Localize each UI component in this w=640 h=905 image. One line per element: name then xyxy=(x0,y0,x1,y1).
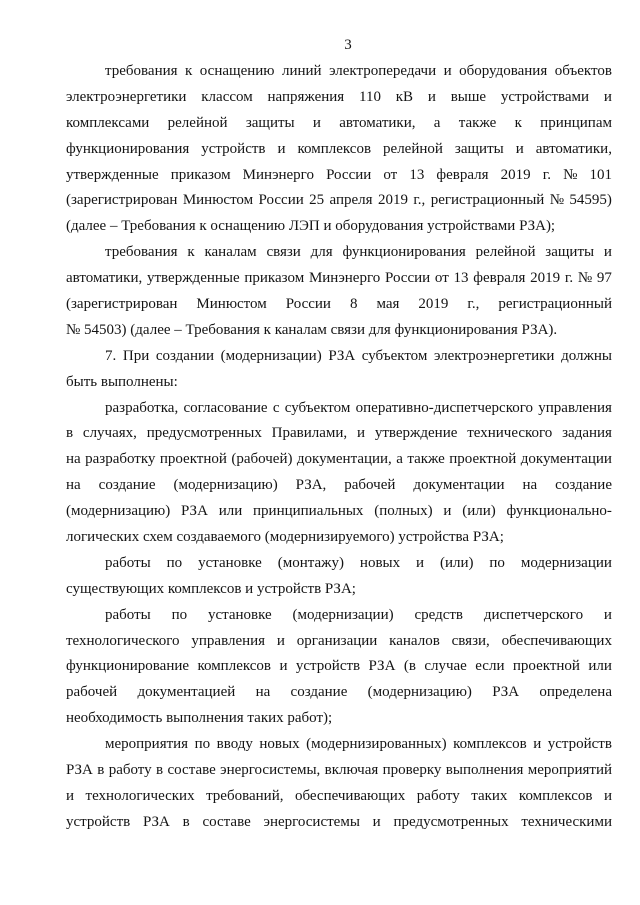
word: по xyxy=(489,554,505,571)
word: и xyxy=(372,813,381,830)
word: России xyxy=(285,296,331,313)
word: новых xyxy=(359,554,401,571)
word: апреля xyxy=(329,192,373,209)
word: 7. xyxy=(105,347,117,364)
word: и xyxy=(312,114,321,131)
word: классом xyxy=(201,88,253,105)
word: и xyxy=(277,140,286,157)
word: по xyxy=(171,606,188,623)
word: вводу xyxy=(216,736,253,753)
word: каналам xyxy=(204,244,257,261)
word: работы xyxy=(105,554,151,571)
text-line xyxy=(66,240,612,266)
document-body xyxy=(66,59,612,836)
word: (рабочей) xyxy=(231,451,293,468)
word: документации xyxy=(520,451,612,468)
word: устройств xyxy=(201,140,266,157)
word: 2019 xyxy=(377,192,408,209)
word: по xyxy=(194,736,211,753)
word: Минэнерго xyxy=(242,166,314,183)
word: случаях, xyxy=(82,425,137,442)
word: приказом xyxy=(244,270,305,287)
word: функционирование xyxy=(66,658,190,675)
text-line xyxy=(66,784,612,810)
word: проектной xyxy=(159,451,227,468)
word: связи xyxy=(266,244,301,261)
word: проверку xyxy=(382,762,442,779)
word: диспетчерского xyxy=(483,606,584,623)
word: кВ xyxy=(395,88,414,105)
word: таких xyxy=(471,787,508,804)
word: 2019 xyxy=(500,166,531,183)
word: При xyxy=(122,347,150,364)
word: оперативно-диспетчерского xyxy=(355,399,534,416)
word: утвержденные xyxy=(66,166,159,183)
word: обеспечивающих xyxy=(294,787,406,804)
word: документации xyxy=(413,477,505,494)
word: от xyxy=(383,166,398,183)
word: комплексов xyxy=(453,736,527,753)
word: (модернизации) xyxy=(220,347,322,364)
word: РЗА xyxy=(181,503,208,520)
word: технического xyxy=(467,425,553,442)
text-line xyxy=(66,654,612,680)
word: и xyxy=(603,88,612,105)
word: г. xyxy=(564,270,574,287)
word: каналов xyxy=(389,632,440,649)
text-line xyxy=(66,603,612,629)
word: автоматики, xyxy=(66,270,143,287)
word: устройств xyxy=(295,658,361,675)
word: 25 xyxy=(309,192,325,209)
word: к xyxy=(514,114,522,131)
word: России xyxy=(258,192,304,209)
word: в xyxy=(156,762,164,779)
word: задания xyxy=(562,425,612,442)
word: субъектом xyxy=(284,399,351,416)
word: (модернизированных) xyxy=(306,736,447,753)
page-number: 3 xyxy=(344,37,352,53)
text-line xyxy=(66,629,612,655)
paragraph xyxy=(66,59,612,240)
word: создание xyxy=(555,477,612,494)
word: России xyxy=(384,270,431,287)
word: РЗА xyxy=(492,684,520,701)
word: если xyxy=(475,658,505,675)
word: к xyxy=(185,63,193,79)
word: в xyxy=(66,425,74,442)
word: релейной xyxy=(383,140,443,157)
text-line xyxy=(66,732,612,758)
word: также xyxy=(458,114,497,131)
word: № xyxy=(563,166,578,183)
word: технологического xyxy=(66,632,180,649)
text-line xyxy=(66,447,612,473)
word: и xyxy=(356,425,365,442)
word: РЗА xyxy=(66,762,93,779)
word: на xyxy=(66,451,81,468)
word: регистрационный xyxy=(430,192,545,209)
word: функционально- xyxy=(506,503,612,520)
word: электроэнергетики xyxy=(434,347,555,364)
text-line xyxy=(66,551,612,577)
word: автоматики, xyxy=(535,140,612,157)
word: энергосистемы, xyxy=(220,762,321,779)
word: составе xyxy=(167,762,216,779)
word: на xyxy=(522,477,538,494)
text-line xyxy=(66,680,612,706)
text-line: существующих комплексов и устройств РЗА; xyxy=(66,580,356,597)
word: объектов xyxy=(554,63,612,79)
word: или xyxy=(218,503,243,520)
word: устройств xyxy=(547,736,612,753)
word: выше xyxy=(450,88,487,105)
word: г. xyxy=(542,166,551,183)
word: утверждение xyxy=(374,425,458,442)
word: проектной xyxy=(512,658,580,675)
word: приказом xyxy=(170,166,231,183)
word: России xyxy=(326,166,372,183)
word: проектной xyxy=(449,451,517,468)
word: рабочей xyxy=(66,684,118,701)
word: Минюстом xyxy=(196,296,267,313)
word: (модернизации) xyxy=(292,606,394,623)
word: РЗА xyxy=(142,813,170,830)
word: № xyxy=(549,192,565,209)
word: 2019 xyxy=(530,270,561,287)
word: мая xyxy=(376,296,400,313)
word: (модернизацию) xyxy=(367,684,472,701)
text-line xyxy=(66,421,612,447)
word: работы xyxy=(105,606,151,623)
word: и xyxy=(603,787,612,804)
word: устройствами xyxy=(500,88,590,105)
word: также xyxy=(407,451,445,468)
text-line xyxy=(66,473,612,499)
word: в xyxy=(182,813,190,830)
word: 8 xyxy=(349,296,358,313)
word: № xyxy=(577,270,593,287)
word: новых xyxy=(259,736,300,753)
word: (модернизацию) xyxy=(173,477,278,494)
word: и xyxy=(276,632,285,649)
word: (модернизацию) xyxy=(66,503,171,520)
word: Минэнерго xyxy=(308,270,381,287)
word: 54595) xyxy=(569,192,612,209)
word: предусмотренных xyxy=(146,425,262,442)
word: средств xyxy=(414,606,463,623)
text-line xyxy=(66,137,612,163)
word: (зарегистрирован xyxy=(66,192,178,209)
word: Минюстом xyxy=(182,192,254,209)
word: февраля xyxy=(436,166,489,183)
word: включая xyxy=(324,762,379,779)
word: (в xyxy=(403,658,416,675)
word: электроэнергетики xyxy=(66,88,187,105)
word: и xyxy=(279,658,288,675)
word: 2019 xyxy=(418,296,449,313)
word: документацией xyxy=(137,684,236,701)
word: февраля xyxy=(473,270,526,287)
paragraph xyxy=(66,603,612,732)
word: комплексов xyxy=(197,658,272,675)
word: 13 xyxy=(409,166,425,183)
word: РЗА xyxy=(368,658,396,675)
word: выполнения xyxy=(445,762,524,779)
word: в xyxy=(97,762,105,779)
word: от xyxy=(434,270,449,287)
word: определена xyxy=(539,684,612,701)
text-line: необходимость выполнения таких работ); xyxy=(66,710,333,727)
paragraph xyxy=(66,396,612,551)
text-line xyxy=(66,188,612,214)
word: составе xyxy=(202,813,251,830)
word: управления xyxy=(538,399,612,416)
word: Правилами, xyxy=(271,425,348,442)
word: комплексами xyxy=(66,114,150,131)
word: предусмотренных xyxy=(393,813,509,830)
word: утвержденные xyxy=(146,270,240,287)
word: линий xyxy=(281,63,322,79)
word: создание xyxy=(290,684,348,701)
word: установке xyxy=(207,606,272,623)
word: и xyxy=(603,244,612,261)
word: электропередачи xyxy=(329,63,437,79)
text-line xyxy=(66,499,612,525)
word: комплексов xyxy=(518,787,593,804)
word: установке xyxy=(198,554,262,571)
word: 101 xyxy=(589,166,612,183)
word: рабочей xyxy=(344,477,396,494)
text-line: № 54503) (далее – Требования к каналам связи для функционирования РЗА). xyxy=(66,321,558,338)
word: автоматики, xyxy=(339,114,416,131)
word: защиты xyxy=(545,244,595,261)
word: (полных) xyxy=(374,503,433,520)
text-line xyxy=(66,59,612,85)
word: должны xyxy=(561,347,612,364)
word: работу xyxy=(108,762,152,779)
word: или xyxy=(588,658,612,675)
word: модернизации xyxy=(520,554,612,571)
word: мероприятий xyxy=(527,762,612,779)
word: напряжения xyxy=(267,88,345,105)
word: регистрационный xyxy=(498,296,612,313)
word: на xyxy=(66,477,81,494)
word: документации, xyxy=(296,451,392,468)
word: функционирования xyxy=(342,244,466,261)
paragraph xyxy=(66,344,612,396)
paragraph xyxy=(66,240,612,344)
word: релейной xyxy=(167,114,228,131)
word: и xyxy=(416,554,425,571)
word: РЗА, xyxy=(295,477,327,494)
text-line xyxy=(66,111,612,137)
word: оборудования xyxy=(459,63,548,79)
word: 13 xyxy=(453,270,469,287)
text-line xyxy=(66,292,612,318)
word: управления xyxy=(191,632,266,649)
text-line xyxy=(66,163,612,189)
text-line xyxy=(66,758,612,784)
word: разработка, xyxy=(105,399,179,416)
word: (или) xyxy=(439,554,474,571)
word: обеспечивающих xyxy=(501,632,612,649)
word: (монтажу) xyxy=(277,554,345,571)
word: устройств xyxy=(66,813,131,830)
word: и xyxy=(443,63,452,79)
word: комплексов xyxy=(297,140,372,157)
word: и xyxy=(515,140,524,157)
word: для xyxy=(310,244,333,261)
word: организации xyxy=(296,632,378,649)
text-line xyxy=(66,396,612,422)
word: на xyxy=(255,684,271,701)
text-line: быть выполнены: xyxy=(66,373,178,390)
word: создании xyxy=(155,347,215,364)
word: (зарегистрирован xyxy=(66,296,178,313)
word: техническими xyxy=(521,813,612,830)
word: функционирования xyxy=(66,140,190,157)
word: и xyxy=(427,88,436,105)
word: оснащению xyxy=(199,63,275,79)
word: согласование xyxy=(183,399,268,416)
word: а xyxy=(396,451,403,468)
word: и xyxy=(66,787,75,804)
paragraph xyxy=(66,551,612,603)
word: РЗА xyxy=(328,347,356,364)
word: мероприятия xyxy=(105,736,189,753)
word: защиты xyxy=(245,114,295,131)
word: г., xyxy=(467,296,480,313)
word: принципам xyxy=(540,114,612,131)
word: требования xyxy=(105,63,178,79)
text-line: логических схем создаваемого (модернизируемого) устройства РЗА; xyxy=(66,529,504,546)
word: случае xyxy=(424,658,467,675)
word: принципиальных xyxy=(253,503,364,520)
word: с xyxy=(272,399,280,416)
word: работу xyxy=(416,787,460,804)
text-line xyxy=(66,266,612,292)
word: связи, xyxy=(451,632,490,649)
word: к xyxy=(187,244,195,261)
word: требований, xyxy=(206,787,284,804)
paragraph xyxy=(66,732,612,836)
word: требования xyxy=(105,244,178,261)
word: а xyxy=(433,114,441,131)
word: 110 xyxy=(359,88,381,105)
word: создание xyxy=(98,477,156,494)
word: и xyxy=(603,606,612,623)
text-line xyxy=(66,344,612,370)
word: по xyxy=(166,554,183,571)
word: (или) xyxy=(462,503,496,520)
word: разработку xyxy=(85,451,156,468)
word: и xyxy=(443,503,452,520)
word: и xyxy=(533,736,542,753)
word: релейной xyxy=(475,244,536,261)
word: субъектом xyxy=(361,347,428,364)
word: защиты xyxy=(454,140,504,157)
word: 97 xyxy=(596,270,612,287)
text-line: (далее – Требования к оснащению ЛЭП и оборудования устройствами РЗА); xyxy=(66,218,556,235)
text-line xyxy=(66,810,612,836)
word: г., xyxy=(413,192,426,209)
text-line xyxy=(66,85,612,111)
word: энергосистемы xyxy=(263,813,360,830)
word: технологических xyxy=(85,787,195,804)
